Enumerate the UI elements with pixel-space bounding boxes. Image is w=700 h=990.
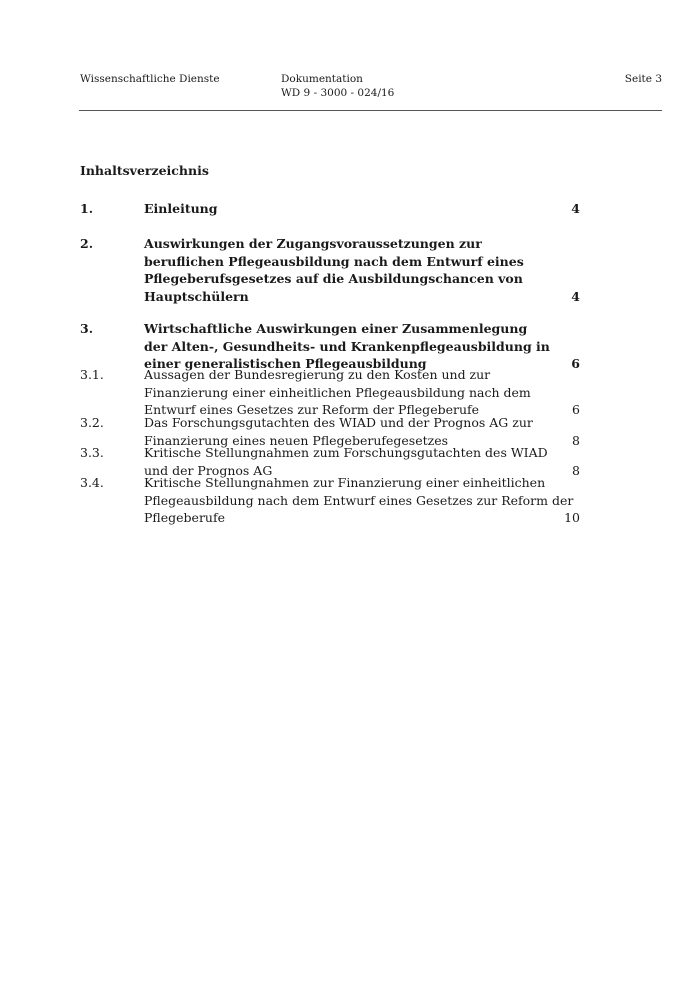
toc-entry-page: 4: [571, 201, 580, 216]
toc-entry-line: Kritische Stellungnahmen zum Forschungsgutachten des WIAD: [144, 445, 548, 460]
toc-entry-number: 3.: [80, 321, 94, 336]
toc-entry-number: 1.: [80, 201, 94, 216]
toc-entry-line: Kritische Stellungnahmen zur Finanzierung einer einheitlichen: [144, 475, 546, 490]
header-document-id: WD 9 - 3000 - 024/16: [281, 87, 395, 99]
toc-entry-page: 6: [572, 402, 580, 417]
toc-entry-line: Pflegeausbildung nach dem Entwurf eines Gesetzes zur Reform der: [144, 492, 574, 508]
toc-entry-line: Aussagen der Bundesregierung zu den Kosten und zur: [144, 367, 491, 382]
toc-entry-line: Einleitung: [144, 201, 218, 216]
toc-entry-page: 4: [571, 288, 580, 304]
toc-entry-line: beruflichen Pflegeausbildung nach dem Entwurf eines: [144, 253, 524, 269]
header-department: Wissenschaftliche Dienste: [80, 73, 220, 85]
toc-entry-line: Hauptschülern: [144, 288, 249, 304]
toc-title: Inhaltsverzeichnis: [80, 163, 209, 178]
toc-entry-title: [144, 366, 554, 419]
header-document-type: Dokumentation: [281, 73, 363, 85]
toc-entry-line: der Alten-, Gesundheits- und Krankenpflegeausbildung in: [144, 338, 550, 354]
toc-entry-number: 2.: [80, 236, 94, 251]
toc-entry-line: Pflegeberufe: [144, 510, 225, 525]
toc-entry-number: 3.2.: [80, 415, 104, 430]
toc-entry-number: 3.3.: [80, 445, 104, 460]
toc-entry-line: Pflegeberufsgesetzes auf die Ausbildungschancen von: [144, 271, 523, 286]
toc-entry-title: [144, 200, 554, 218]
toc-entry-number: 3.4.: [80, 475, 104, 490]
toc-entry-line: Das Forschungsgutachten des WIAD und der Prognos AG zur: [144, 415, 533, 430]
toc-entry-3-1[interactable]: [80, 366, 580, 419]
toc-entry-line: Wirtschaftliche Auswirkungen einer Zusammenlegung: [144, 321, 528, 336]
toc-entry-1[interactable]: [80, 200, 580, 218]
toc-entry-line: Finanzierung eines neuen Pflegeberufegesetzes: [144, 432, 449, 448]
header-divider: [79, 110, 662, 111]
toc-entry-page: 10: [564, 510, 580, 525]
header-page-number: Seite 3: [624, 73, 662, 85]
toc-entry-line: Finanzierung einer einheitlichen Pflegeausbildung nach dem: [144, 384, 531, 400]
toc-entry-3-4[interactable]: [80, 474, 580, 527]
toc-entry-2[interactable]: [80, 235, 580, 305]
toc-entry-page: 8: [572, 432, 580, 448]
toc-entry-title: [144, 320, 554, 373]
toc-entry-line: Auswirkungen der Zugangsvoraussetzungen zur: [144, 236, 482, 251]
toc-entry-title: [144, 235, 554, 305]
toc-entry-number: 3.1.: [80, 367, 104, 382]
toc-entry-line: Entwurf eines Gesetzes zur Reform der Pflegeberufe: [144, 402, 480, 417]
toc-entry-line: und der Prognos AG: [144, 462, 273, 478]
toc-entry-page: 6: [571, 356, 580, 371]
header-document-info: [281, 72, 394, 100]
page-header: [80, 72, 662, 110]
toc-entry-line: einer generalistischen Pflegeausbildung: [144, 356, 427, 371]
toc-entry-page: 8: [572, 462, 580, 478]
